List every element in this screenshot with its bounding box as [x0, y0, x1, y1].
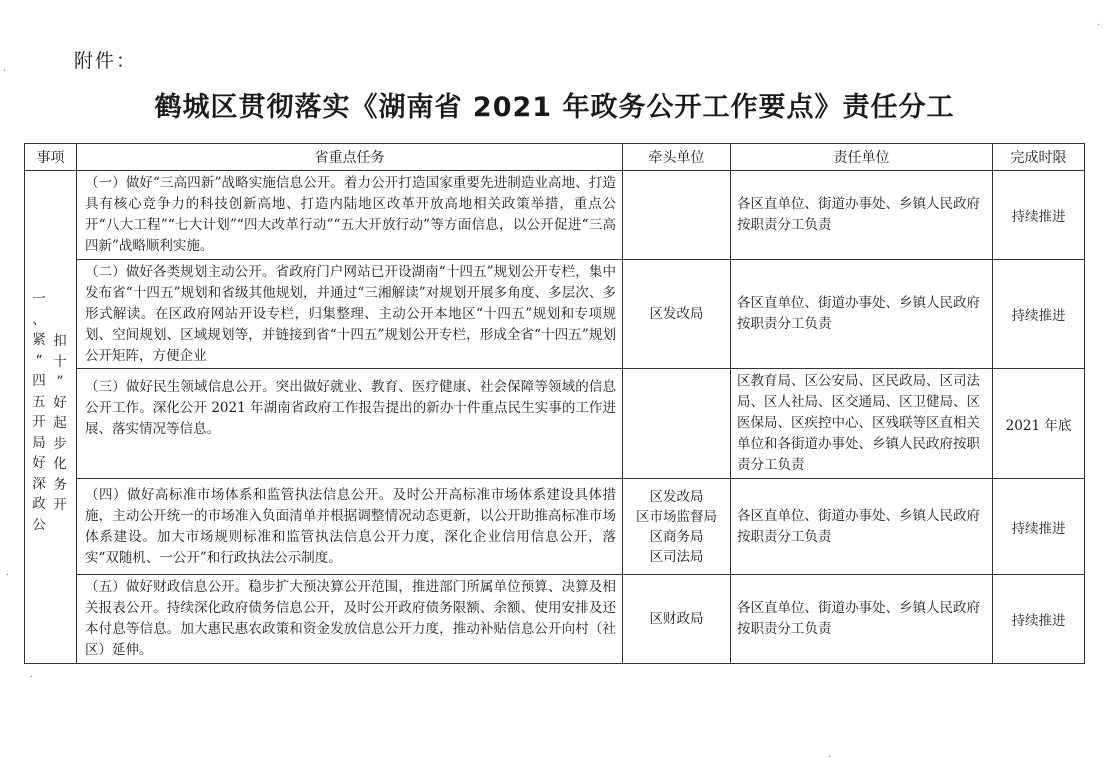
item-column-2: 扣 十 ” 好 起 步 化 务 开 — [53, 333, 67, 513]
scan-mark: · — [1097, 20, 1101, 31]
responsible-cell: 各区直单位、街道办事处、乡镇人民政府按职责分工负责 — [731, 575, 993, 664]
lead-unit-cell: 区发改局 — [623, 260, 731, 369]
lead-unit-cell — [623, 369, 731, 479]
scan-mark: · — [3, 66, 7, 77]
deadline-cell: 持续推进 — [993, 575, 1085, 664]
deadline-cell: 2021 年底 — [993, 369, 1085, 479]
table-header-row — [25, 144, 1085, 171]
lead-unit-cell — [623, 171, 731, 260]
table-row — [25, 479, 1085, 575]
responsible-cell: 区教育局、区公安局、区民政局、区司法局、区人社局、区交通局、区卫健局、区医保局、区疾控中心、区残联等区直相关单位和各街道办事处、乡镇人民政府按职责分工负责 — [731, 369, 993, 479]
task-cell: （一）做好“三高四新”战略实施信息公开。着力公开打造国家重要先进制造业高地、打造具有核心竞争力的科技创新高地、打造内陆地区改革开放高地相关政策举措，重点公开“八大工程”“七大计划”“四大改革行动”“五大开放行动”等方面信息，以公开促进“三高四新”战略顺利实施。 — [77, 171, 623, 260]
scan-mark: · — [6, 570, 10, 581]
header-responsible-unit: 责任单位 — [731, 144, 993, 171]
table-row — [25, 369, 1085, 479]
deadline-cell: 持续推进 — [993, 479, 1085, 575]
task-cell: （二）做好各类规划主动公开。省政府门户网站已开设湖南“十四五”规划公开专栏，集中发布省“十四五”规划和省级其他规划，并通过“三湘解读”对规划开展多角度、多层次、多形式解读。在区政府网站开设专栏，归集整理、主动公开本地区“十四五”规划和专项规划、空间规划、区域规划等，并链接到省“十四五”规划公开专栏，形成全省“十四五”规划公开矩阵，方便企业 — [77, 260, 623, 369]
header-item: 事项 — [25, 144, 77, 171]
responsibility-table — [24, 143, 1085, 664]
deadline-cell: 持续推进 — [993, 260, 1085, 369]
attachment-label: 附件： — [74, 50, 138, 72]
table-row — [25, 260, 1085, 369]
scan-mark: · — [30, 672, 34, 683]
document-title: 鹤城区贯彻落实《湖南省 2021 年政务公开工作要点》责任分工 — [154, 92, 955, 123]
responsible-cell: 各区直单位、街道办事处、乡镇人民政府按职责分工负责 — [731, 171, 993, 260]
task-cell: （四）做好高标准市场体系和监管执法信息公开。及时公开高标准市场体系建设具体措施，主动公开统一的市场准入负面清单并根据调整情况动态更新，以公开助推高标准市场体系建设。加大市场规则标准和监管执法信息公开力度，深化企业信用信息公开，落实“双随机、一公开”和行政执法公示制度。 — [77, 479, 623, 575]
lead-unit-cell: 区发改局 区市场监督局 区商务局 区司法局 — [623, 479, 731, 575]
lead-unit-cell: 区财政局 — [623, 575, 731, 664]
table-row — [25, 171, 1085, 260]
header-lead-unit: 牵头单位 — [623, 144, 731, 171]
header-task: 省重点任务 — [77, 144, 623, 171]
item-column-1: 一 、 紧 “ 四 五 开 局 好 深 政 公 — [32, 291, 46, 533]
responsible-cell: 各区直单位、街道办事处、乡镇人民政府按职责分工负责 — [731, 479, 993, 575]
task-cell: （五）做好财政信息公开。稳步扩大预决算公开范围，推进部门所属单位预算、决算及相关报表公开。持续深化政府债务信息公开，及时公开政府债务限额、余额、使用安排及还本付息等信息。加大惠民惠农政策和资金发放信息公开力度，推动补贴信息公开向村（社区）延伸。 — [77, 575, 623, 664]
responsible-cell: 各区直单位、街道办事处、乡镇人民政府按职责分工负责 — [731, 260, 993, 369]
item-cell — [25, 171, 77, 664]
scan-mark: · — [828, 752, 832, 763]
header-deadline: 完成时限 — [993, 144, 1085, 171]
table-row — [25, 575, 1085, 664]
deadline-cell: 持续推进 — [993, 171, 1085, 260]
task-cell: （三）做好民生领域信息公开。突出做好就业、教育、医疗健康、社会保障等领域的信息公开工作。深化公开 2021 年湖南省政府工作报告提出的新办十件重点民生实事的工作进展、落实情况等信息。 — [77, 369, 623, 479]
